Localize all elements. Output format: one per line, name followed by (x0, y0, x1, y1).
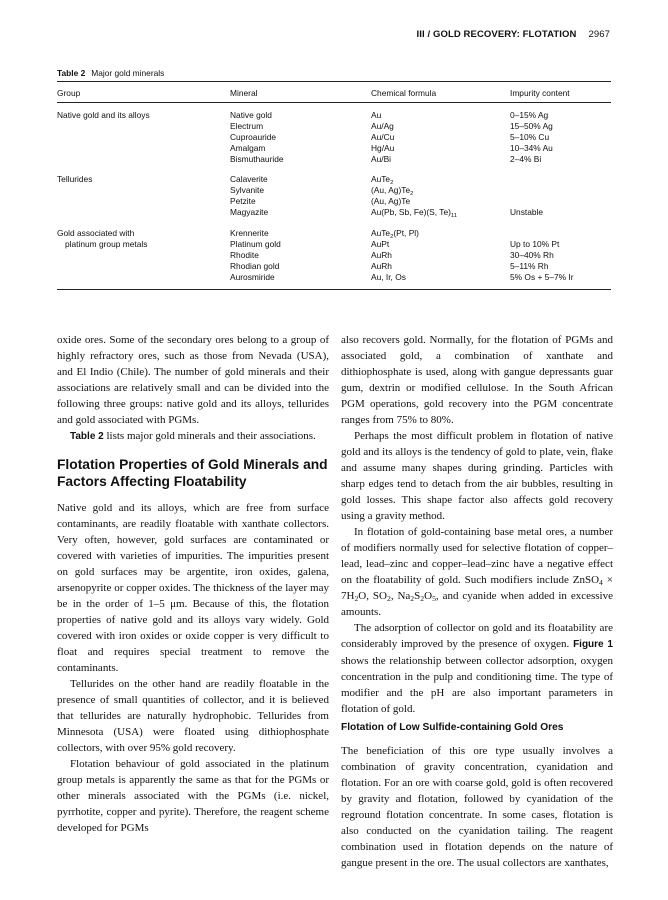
paragraph: The beneficiation of this ore type usually involves a combination of gravity concentration, cyanidation and flotation. For an ore with coarse gold, gold is often recovered by gravity and flotation, followed by cyanidation of the reground flotation concentrate. In some cases, flotation is also conducted on the cyanidation tailing. The reagent combination used in flotation depends on the nature of gangue present in the ore. The usual collectors are xanthates, (341, 745, 613, 869)
impurity-cell: 2–4% Bi (510, 154, 542, 165)
mineral-cell: Sylvanite (230, 185, 264, 196)
minerals-group-3 (230, 228, 281, 283)
formulas-group-2 (371, 174, 457, 218)
section-title: III / GOLD RECOVERY: FLOTATION (416, 29, 577, 40)
formulas-group-3 (371, 228, 419, 283)
paragraph: oxide ores. Some of the secondary ores belong to a group of highly refractory ores, such as those from Nevada (USA), and El Indio (Chile). The number of gold minerals and their associations are relatively small and can be divided into the following three groups: native gold and its alloys, tellurides and gold associated with PGMs. (57, 334, 329, 426)
impurity-cell: 0–15% Ag (510, 110, 549, 120)
formula-cell: Au, Ir, Os (371, 272, 406, 283)
table-header-rule (57, 102, 611, 103)
impurities-group-3 (510, 228, 574, 283)
header-group: Group (57, 88, 81, 98)
group-pgm (57, 228, 147, 250)
group-name-cont: platinum group metals (65, 239, 148, 250)
group-name: Native gold and its alloys (57, 110, 150, 120)
formulas-group-1 (371, 110, 394, 165)
impurity-cell: 5% Os + 5–7% Ir (510, 272, 574, 283)
impurities-group-2 (510, 174, 543, 218)
formula-cell: Au/Ag (371, 121, 394, 132)
figure-reference[interactable]: Figure 1 (573, 639, 613, 650)
right-column (341, 332, 613, 871)
formula-cell: Hg/Au (371, 143, 395, 154)
impurity-cell (510, 196, 543, 207)
impurity-cell: 30–40% Rh (510, 250, 554, 261)
left-column (57, 332, 329, 836)
paragraph: also recovers gold. Normally, for the flotation of PGMs and associated gold, a combination of xanthate and dithiophosphate is used, along with gangue depressants guar gum, dextrin or modified cellulose. In the South African PGM operations, gold recovery into the PGM concentrate ranges from 75% to 80%. (341, 334, 613, 426)
mineral-cell: Amalgam (230, 143, 266, 154)
impurity-cell: Unstable (510, 207, 544, 218)
impurity-cell (510, 174, 543, 185)
mineral-cell: Platinum gold (230, 239, 281, 250)
paragraph: Table 2 lists major gold minerals and their associations. (70, 430, 316, 442)
mineral-cell: Petzite (230, 196, 256, 207)
impurity-cell: 10–34% Au (510, 143, 553, 154)
table-label: Table 2 (57, 68, 86, 78)
group-native-gold (57, 110, 150, 121)
mineral-cell: Bismuthauride (230, 154, 284, 165)
paragraph: The adsorption of collector on gold and its floatability are considerably improved by the presence of oxygen. Figure 1 shows the relationship between collector adsorption, oxygen concentration in the pulp and conditioning time. The type of modifier and the pH are also important parameters in flotation of gold. (341, 622, 613, 715)
formula-cell: Au/Bi (371, 154, 392, 165)
page-number: 2967 (588, 29, 610, 40)
formula-cell: AuTe$_2$ (371, 174, 394, 186)
paragraph: In flotation of gold-containing base metal ores, a number of modifiers normally used for selective flotation of copper–lead, lead–zinc and copper–lead–zinc have a negative effect on the floatability of gold. Such modifiers include ZnSO$_4$ × $7H_2O$, $SO_2$, $Na_2S_2O_5$, and cyanide when added in excessive amounts. (341, 526, 613, 618)
group-name: Tellurides (57, 174, 93, 184)
formula-cell: AuPt (371, 239, 390, 250)
minerals-group-1 (230, 110, 284, 165)
formula-cell: (Au, Ag)Te (371, 196, 411, 207)
impurity-cell: 5–10% Cu (510, 132, 550, 143)
mineral-cell: Rhodite (230, 250, 259, 261)
group-tellurides (57, 174, 92, 185)
mineral-cell: Native gold (230, 110, 272, 120)
formula-cell: AuTe$_2$(Pt, Pl) (371, 228, 419, 240)
paragraph: Perhaps the most difficult problem in flotation of native gold and its alloys is the tendency of gold to plate, vein, flake and assume many shapes during grinding. Particles with sharp edges tend to detach from the air bubbles, resulting in gold losses. This shape factor also affects gold recovery using a gravity method. (341, 430, 613, 522)
section-heading: Flotation Properties of Gold Minerals and Factors Affecting Floatability (57, 457, 328, 489)
mineral-cell: Magyazite (230, 207, 269, 218)
minerals-group-2 (230, 174, 268, 218)
chemical-formulas: ZnSO$_4$ × $7H_2O$, $SO_2$, $Na_2S_2O_5$ (341, 574, 613, 603)
mineral-cell: Calaverite (230, 174, 268, 184)
formula-cell: Au/Cu (371, 132, 395, 143)
paragraph: Flotation behaviour of gold associated in the platinum group metals is apparently the same as that for the PGMs or other minerals associated with the PGMs (i.e. nickel, pyrrhotite, copper and pyrite). Therefore, the reagent scheme developed for PGMs (57, 758, 329, 834)
mineral-cell: Electrum (230, 121, 264, 132)
header-impurity: Impurity content (510, 88, 570, 98)
formula-cell: AuRh (371, 250, 392, 261)
paragraph: Tellurides on the other hand are readily floatable in the presence of small quantities of collector, and it is believed that tellurides are naturally hydrophobic. Tellurides from Minnesota (USA) were floated using dithiophosphate collectors, with over 95% gold recovery. (57, 678, 329, 754)
formula-cell: AuRh (371, 261, 392, 272)
table-top-rule (57, 81, 611, 82)
mineral-cell: Cuproauride (230, 132, 277, 143)
table-title: Major gold minerals (91, 68, 165, 78)
table-bottom-rule (57, 289, 611, 290)
impurities-group-1 (510, 110, 553, 165)
header-formula: Chemical formula (371, 88, 437, 98)
impurity-cell (510, 185, 543, 196)
paragraph: Native gold and its alloys, which are free from surface contaminants, are readily floatable with xanthate collectors. Very often, however, gold surfaces are contaminated or covered with varieties of impurities. The impurities present on gold surfaces may be argentite, iron oxides, galena, arsenopyrite or copper oxides. The thickness of the layer may be in the order of 1–5 μm. Because of this, the flotation properties of native gold and its alloys vary widely. Gold covered with iron oxides or oxide copper is very difficult to float and requires special treatment to remove the contaminants. (57, 502, 329, 674)
impurity-cell: 15–50% Ag (510, 121, 553, 132)
mineral-cell: Rhodian gold (230, 261, 280, 272)
subsection-heading: Flotation of Low Sulfide-containing Gold Ores (341, 722, 564, 733)
formula-cell: (Au, $Ag)Te_2$ (371, 185, 414, 198)
mineral-cell: Aurosmiride (230, 272, 275, 283)
impurity-cell (510, 228, 574, 239)
group-name: Gold associated with (57, 228, 135, 238)
impurity-cell: 5–11% Rh (510, 261, 549, 272)
formula-cell: Au (371, 110, 382, 120)
running-head (417, 29, 610, 40)
impurity-cell: Up to 10% Pt (510, 239, 560, 250)
mineral-cell: Krennerite (230, 228, 269, 238)
formula-cell: Au(Pb, Sb, Fe)(S, $Te)_{11}$ (371, 207, 457, 220)
table-reference[interactable]: Table 2 (70, 431, 104, 442)
table-caption (57, 68, 164, 78)
header-mineral: Mineral (230, 88, 258, 98)
